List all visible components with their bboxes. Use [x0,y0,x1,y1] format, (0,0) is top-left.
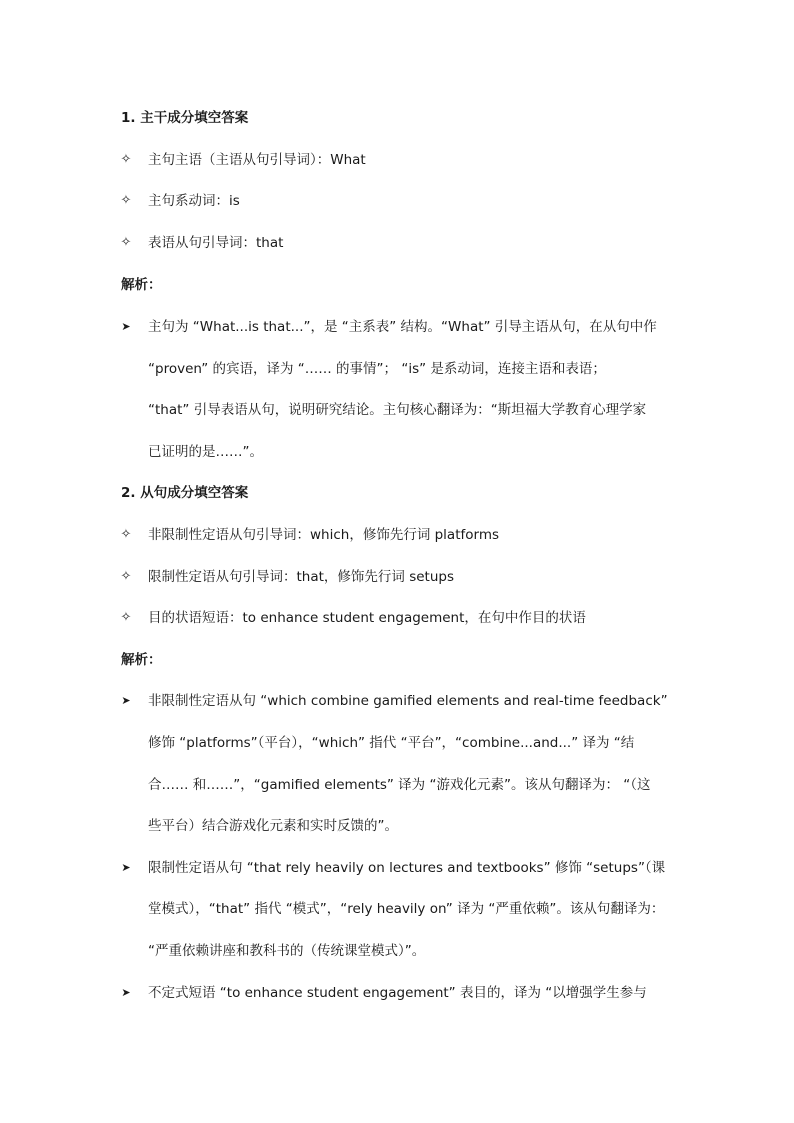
section-2-item: 非限制性定语从句引导词：which，修饰先行词 platforms [148,527,500,543]
analysis-line: 不定式短语 “to enhance student engagement” 表目的，译为 “以增强学生参与 [148,985,647,1001]
analysis-line: “严重依赖讲座和教科书的（传统课堂模式）”。 [148,943,426,959]
diamond-bullet-icon: ✧ [120,569,132,584]
section-2-item: 限制性定语从句引导词：that，修饰先行词 setups [148,569,454,585]
analysis-line: 非限制性定语从句 “which combine gamified elements and real-time feedback” [148,693,668,709]
diamond-bullet-icon: ✧ [120,193,132,208]
section-1-heading: 1. 主干成分填空答案 [121,110,249,126]
analysis-line: 合…… 和……”，“gamified elements” 译为 “游戏化元素”。该从句翻译为： “（这 [148,777,651,793]
analysis-line: 主句为 “What...is that...”，是 “主系表” 结构。“What” 引导主语从句，在从句中作 [148,319,657,335]
analysis-line: 些平台）结合游戏化元素和实时反馈的”。 [148,818,398,834]
arrow-bullet-icon: ➤ [121,694,131,707]
analysis-label: 解析： [121,277,162,293]
diamond-bullet-icon: ✧ [120,152,132,167]
analysis-line: 已证明的是……”。 [148,444,263,460]
analysis-line: “proven” 的宾语，译为 “…… 的事情”； “is” 是系动词，连接主语和表语； [148,361,606,377]
section-1-item: 表语从句引导词：that [148,235,284,251]
analysis-line: “that” 引导表语从句，说明研究结论。主句核心翻译为：“斯坦福大学教育心理学家 [148,402,647,418]
arrow-bullet-icon: ➤ [121,861,131,874]
arrow-bullet-icon: ➤ [121,320,131,333]
diamond-bullet-icon: ✧ [120,235,132,250]
section-2-heading: 2. 从句成分填空答案 [121,485,249,501]
diamond-bullet-icon: ✧ [120,610,132,625]
section-2-item: 目的状语短语：to enhance student engagement，在句中作目的状语 [148,610,586,626]
analysis-line: 限制性定语从句 “that rely heavily on lectures and textbooks” 修饰 “setups”（课 [148,860,666,876]
analysis-label: 解析： [121,652,162,668]
analysis-line: 堂模式），“that” 指代 “模式”，“rely heavily on” 译为 “严重依赖”。该从句翻译为： [148,901,665,917]
diamond-bullet-icon: ✧ [120,527,132,542]
arrow-bullet-icon: ➤ [121,986,131,999]
section-1-item: 主句系动词：is [148,193,240,209]
analysis-line: 修饰 “platforms”（平台），“which” 指代 “平台”，“combine...and...” 译为 “结 [148,735,635,751]
section-1-item: 主句主语（主语从句引导词）：What [148,152,366,168]
